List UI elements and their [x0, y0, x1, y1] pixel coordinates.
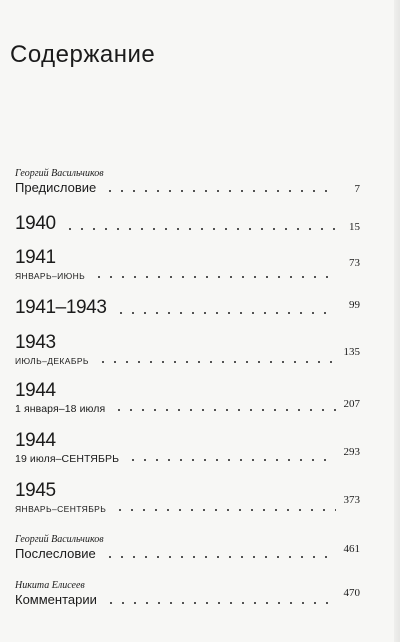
entry-page-number: 373	[343, 494, 360, 506]
entry-page-number: 293	[343, 446, 360, 458]
entry-label: 1944	[15, 380, 56, 401]
entry-subtitle: 1 января–18 июля	[15, 403, 106, 415]
dot-leader	[105, 602, 336, 604]
toc-entry-1944-first[interactable]	[15, 381, 360, 415]
toc-entry-comments[interactable]	[15, 579, 360, 608]
entry-subtitle: ИЮЛЬ–ДЕКАБРЬ	[15, 356, 89, 366]
toc-entry-1945[interactable]	[15, 481, 360, 515]
entry-page-number: 207	[343, 398, 360, 410]
entry-label: 1945	[15, 480, 56, 501]
entry-label: Предисловие	[15, 180, 97, 195]
page-title: Содержание	[10, 41, 156, 68]
dot-leader	[113, 409, 336, 411]
entry-author: Георгий Васильчиков	[15, 168, 104, 179]
entry-page-number: 135	[343, 346, 360, 358]
entry-author: Георгий Васильчиков	[15, 534, 104, 545]
entry-label: 1940	[15, 213, 56, 234]
entry-page-number: 461	[343, 543, 360, 555]
entry-page-number: 470	[343, 587, 360, 599]
toc-entry-foreword[interactable]	[15, 167, 360, 196]
toc-entry-1943[interactable]	[15, 333, 360, 367]
entry-subtitle: 19 июля–СЕНТЯБРЬ	[15, 453, 120, 465]
dot-leader	[104, 556, 336, 558]
dot-leader	[114, 509, 336, 511]
dot-leader	[127, 459, 336, 461]
entry-label: 1941–1943	[15, 297, 107, 318]
toc-entry-1940[interactable]	[15, 214, 360, 234]
entry-subtitle: ЯНВАРЬ–ИЮНЬ	[15, 271, 86, 281]
dot-leader	[115, 312, 336, 314]
entry-page-number: 99	[349, 299, 360, 311]
entry-page-number: 7	[354, 183, 360, 195]
entry-page-number: 15	[349, 221, 360, 233]
entry-page-number: 73	[349, 257, 360, 269]
entry-subtitle: ЯНВАРЬ–СЕНТЯБРЬ	[15, 504, 107, 514]
entry-author: Никита Елисеев	[15, 580, 85, 591]
entry-label: 1943	[15, 332, 56, 353]
dot-leader	[64, 228, 336, 230]
dot-leader	[97, 361, 336, 363]
toc-entry-afterword[interactable]	[15, 533, 360, 562]
entry-label: 1941	[15, 247, 56, 268]
page-spine-shadow	[394, 0, 400, 642]
toc-entry-1941[interactable]	[15, 248, 360, 282]
dot-leader	[104, 190, 336, 192]
dot-leader	[93, 276, 336, 278]
entry-label: 1944	[15, 430, 56, 451]
toc-entry-1944-second[interactable]	[15, 431, 360, 465]
entry-label: Комментарии	[15, 592, 97, 607]
entry-label: Послесловие	[15, 546, 96, 561]
toc-entry-1941-1943[interactable]	[15, 298, 360, 318]
